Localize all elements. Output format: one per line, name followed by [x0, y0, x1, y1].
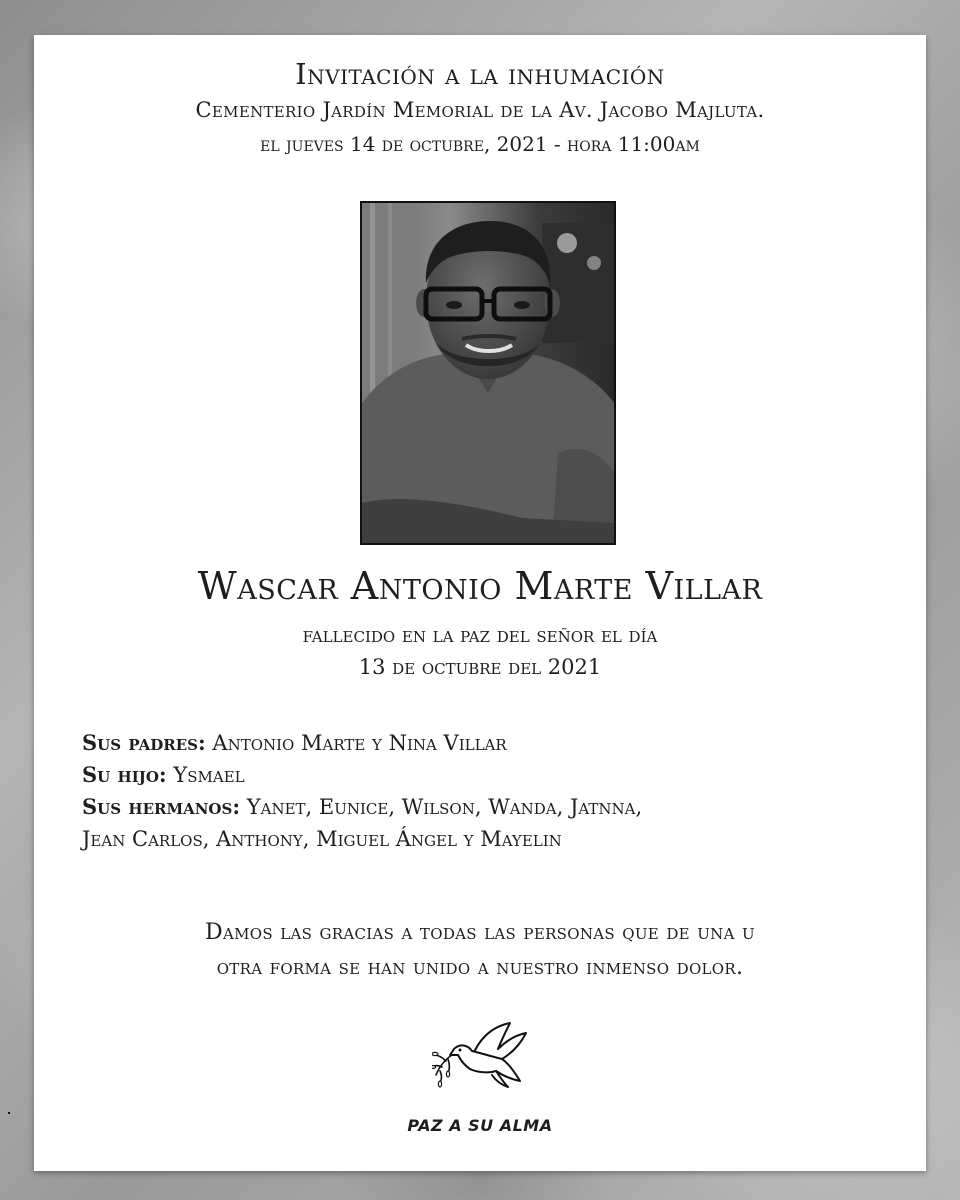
burial-date-time: el jueves 14 de octubre, 2021 - hora 11:00am [260, 132, 700, 156]
parents-row [82, 727, 902, 759]
death-date: 13 de octubre del 2021 [358, 655, 602, 679]
cemetery-location: Cementerio Jardín Memorial de la Av. Jacobo Majluta. [195, 98, 765, 122]
peace-footer: PAZ A SU ALMA [407, 1116, 553, 1135]
obituary-card [34, 35, 926, 1171]
invitation-header [34, 55, 926, 161]
death-notice [34, 619, 926, 683]
son-name: Ysmael [173, 763, 245, 787]
son-row [82, 759, 902, 791]
son-label: Su hijo: [82, 762, 167, 787]
deceased-name: Wascar Antonio Marte Villar [197, 564, 763, 608]
death-notice-line-1: fallecido en la paz del señor el día [302, 623, 658, 647]
parents-names: Antonio Marte y Nina Villar [212, 731, 507, 755]
parents-label: Sus padres: [82, 730, 206, 755]
siblings-names-line-1: Yanet, Eunice, Wilson, Wanda, Jatnna, [246, 795, 643, 819]
portrait-photo [360, 201, 616, 545]
family-list [82, 727, 902, 855]
dove-icon [432, 1019, 532, 1091]
siblings-label: Sus hermanos: [82, 794, 241, 819]
background-speck [8, 1112, 10, 1114]
thanks-message [34, 915, 926, 985]
thanks-line-2: otra forma se han unido a nuestro inmenso dolor. [216, 955, 744, 980]
thanks-line-1: Damos las gracias a todas las personas que de una u [205, 920, 755, 945]
siblings-names-line-2: Jean Carlos, Anthony, Miguel Ángel y Mayelin [82, 827, 562, 851]
siblings-row [82, 791, 902, 823]
invitation-title: Invitación a la inhumación [295, 57, 665, 91]
